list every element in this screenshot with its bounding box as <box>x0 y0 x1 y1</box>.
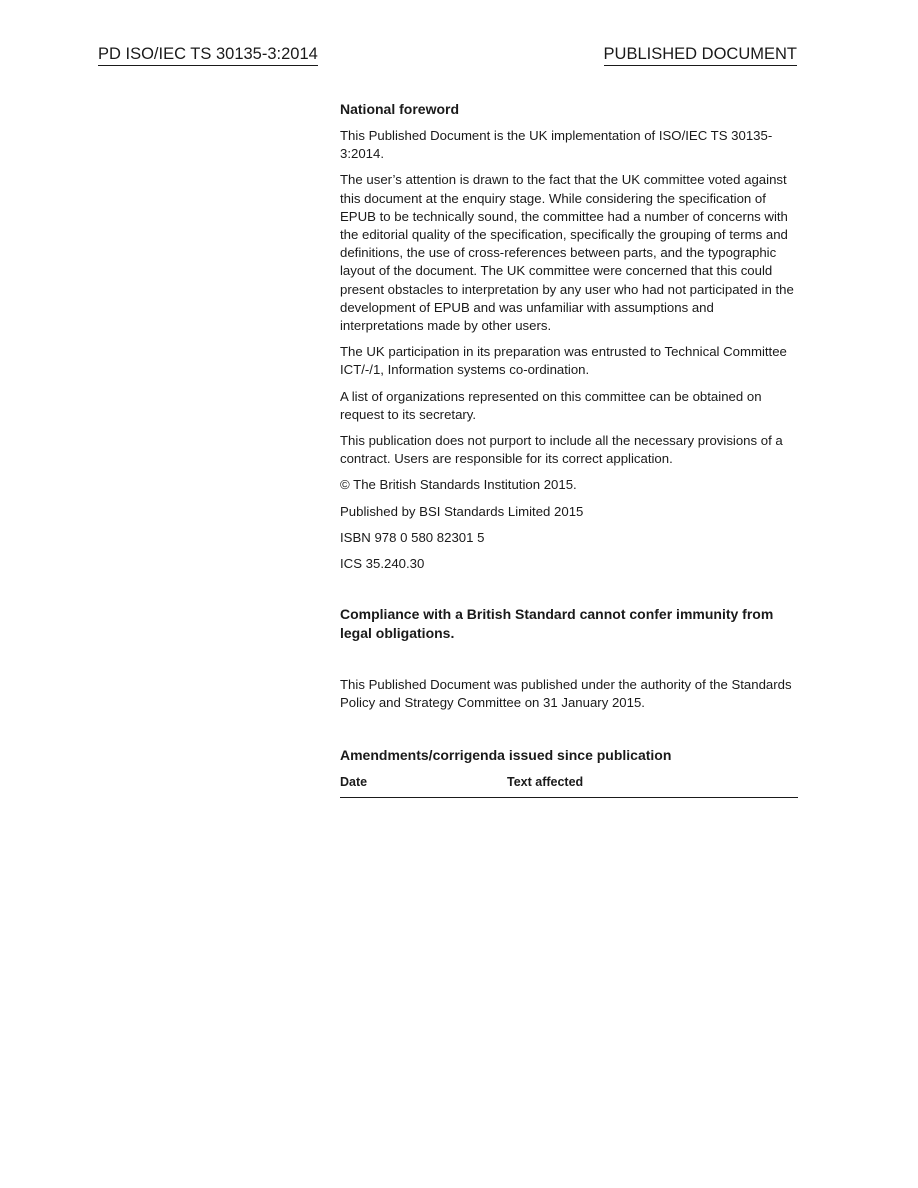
copyright-line: © The British Standards Institution 2015. <box>340 477 577 493</box>
foreword-paragraph-committee-concerns: The user’s attention is drawn to the fact that the UK committee voted against this document at the enquiry stage. While considering the specification of EPUB to be technically sound, the committee had a number of concerns with the editorial quality of the specification, specifically the grouping of terms and definitions, the use of cross-references between parts, and the typographic layout of the document. The UK committee were concerned that this could present obstacles to interpretation by any user who had not participated in the development of EPUB and was unfamiliar with assumptions and interpretations made by other users. <box>340 172 794 334</box>
amendments-column-date: Date <box>340 774 368 789</box>
foreword-paragraph-implementation: This Published Document is the UK implementation of ISO/IEC TS 30135-3:2014. <box>340 128 773 162</box>
foreword-paragraph-contract: This publication does not purport to include all the necessary provisions of a contract. Users are responsible for its correct application. <box>340 433 783 467</box>
foreword-paragraph-participation: The UK participation in its preparation was entrusted to Technical Committee ICT/-/1, Information systems co-ordination. <box>340 344 787 378</box>
ics-line: ICS 35.240.30 <box>340 556 425 572</box>
foreword-title: National foreword <box>340 101 460 117</box>
publisher-line: Published by BSI Standards Limited 2015 <box>340 503 584 519</box>
spacer <box>340 581 798 605</box>
foreword-paragraph-organizations: A list of organizations represented on this committee can be obtained on request to its secretary. <box>340 388 762 422</box>
spacer <box>340 642 798 676</box>
amendments-column-text-affected: Text affected <box>507 774 584 789</box>
foreword-section <box>340 100 798 798</box>
amendments-title: Amendments/corrigenda issued since publication <box>340 746 672 763</box>
spacer <box>340 721 798 746</box>
running-header-document-type: PUBLISHED DOCUMENT <box>604 44 797 66</box>
authority-statement: This Published Document was published under the authority of the Standards Policy and Strategy Committee on 31 January 2015. <box>340 677 792 711</box>
isbn-line: ISBN 978 0 580 82301 5 <box>340 529 485 545</box>
running-header-document-id: PD ISO/IEC TS 30135-3:2014 <box>98 44 318 66</box>
amendments-table-header <box>340 774 798 798</box>
compliance-statement: Compliance with a British Standard cannot confer immunity from legal obligations. <box>340 606 774 641</box>
